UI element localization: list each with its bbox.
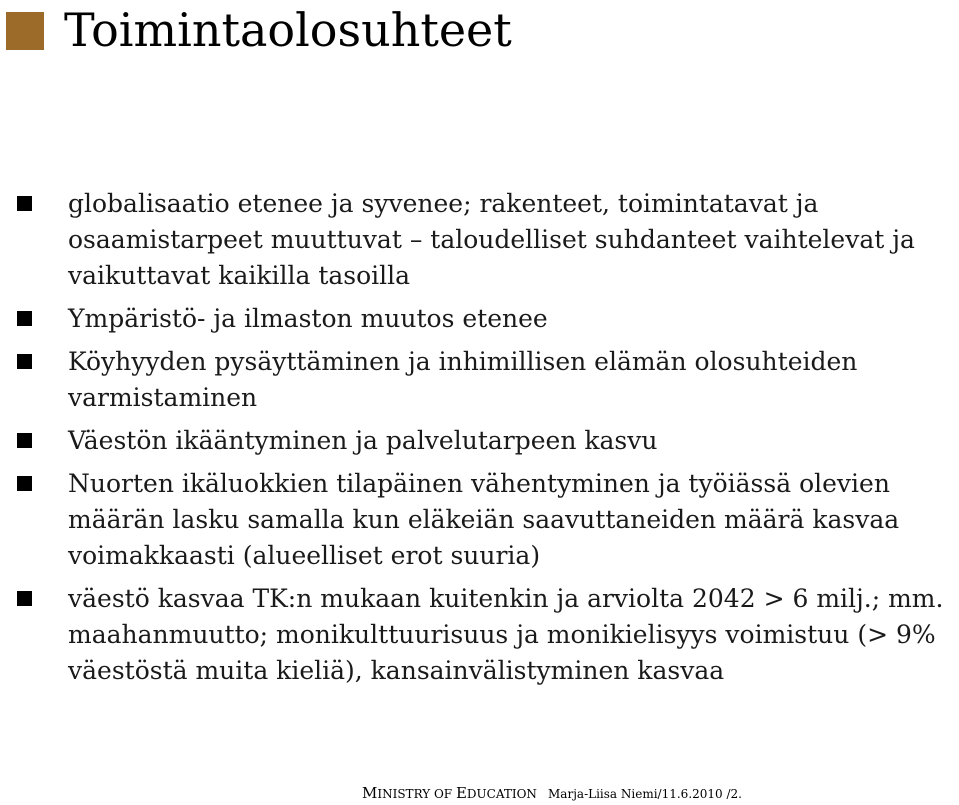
bullet-square-icon <box>17 591 32 606</box>
title-row <box>6 0 512 60</box>
footer-ministry-initial-m: M <box>362 784 378 802</box>
slide-title: Toimintaolosuhteet <box>64 3 512 57</box>
bullet-item <box>0 344 959 416</box>
bullet-text: Ympäristö- ja ilmaston muutos etenee <box>68 304 548 333</box>
bullet-square-icon <box>17 196 32 211</box>
bullet-square-icon <box>17 354 32 369</box>
bullet-square-icon <box>17 433 32 448</box>
bullet-text: Nuorten ikäluokkien tilapäinen vähentyminen ja työiässä olevien määrän lasku samalla kun eläkeiän saavuttaneiden määrä kasvaa voimakkaasti (alueelliset erot suuria) <box>68 469 900 570</box>
bullet-item <box>0 581 959 689</box>
bullet-square-icon <box>17 311 32 326</box>
bullet-item <box>0 466 959 574</box>
bullet-item <box>0 301 959 337</box>
footer-ministry-text-1: INISTRY OF <box>377 787 456 801</box>
bullet-square-icon <box>17 476 32 491</box>
footer-ministry-initial-e: E <box>455 784 467 802</box>
bullet-item <box>0 423 959 459</box>
footer-author-date: Marja-Liisa Niemi/11.6.2010 /2. <box>548 787 742 801</box>
bullet-list <box>0 186 959 696</box>
title-bullet-square-icon <box>6 12 44 50</box>
bullet-item <box>0 186 959 294</box>
bullet-text: Köyhyyden pysäyttäminen ja inhimillisen elämän olosuhteiden varmistaminen <box>68 347 858 412</box>
bullet-text: Väestön ikääntyminen ja palvelutarpeen kasvu <box>68 426 658 455</box>
footer-ministry-text-2: DUCATION <box>466 787 537 801</box>
slide-footer <box>362 783 742 802</box>
bullet-text: väestö kasvaa TK:n mukaan kuitenkin ja arviolta 2042 > 6 milj.; mm. maahanmuutto; monikulttuurisuus ja monikielisyys voimistuu (> 9% väestöstä muita kieliä), kansainvälistyminen kasvaa <box>68 584 944 685</box>
bullet-text: globalisaatio etenee ja syvenee; rakenteet, toimintatavat ja osaamistarpeet muuttuvat – taloudelliset suhdanteet vaihtelevat ja vaikuttavat kaikilla tasoilla <box>68 189 915 290</box>
